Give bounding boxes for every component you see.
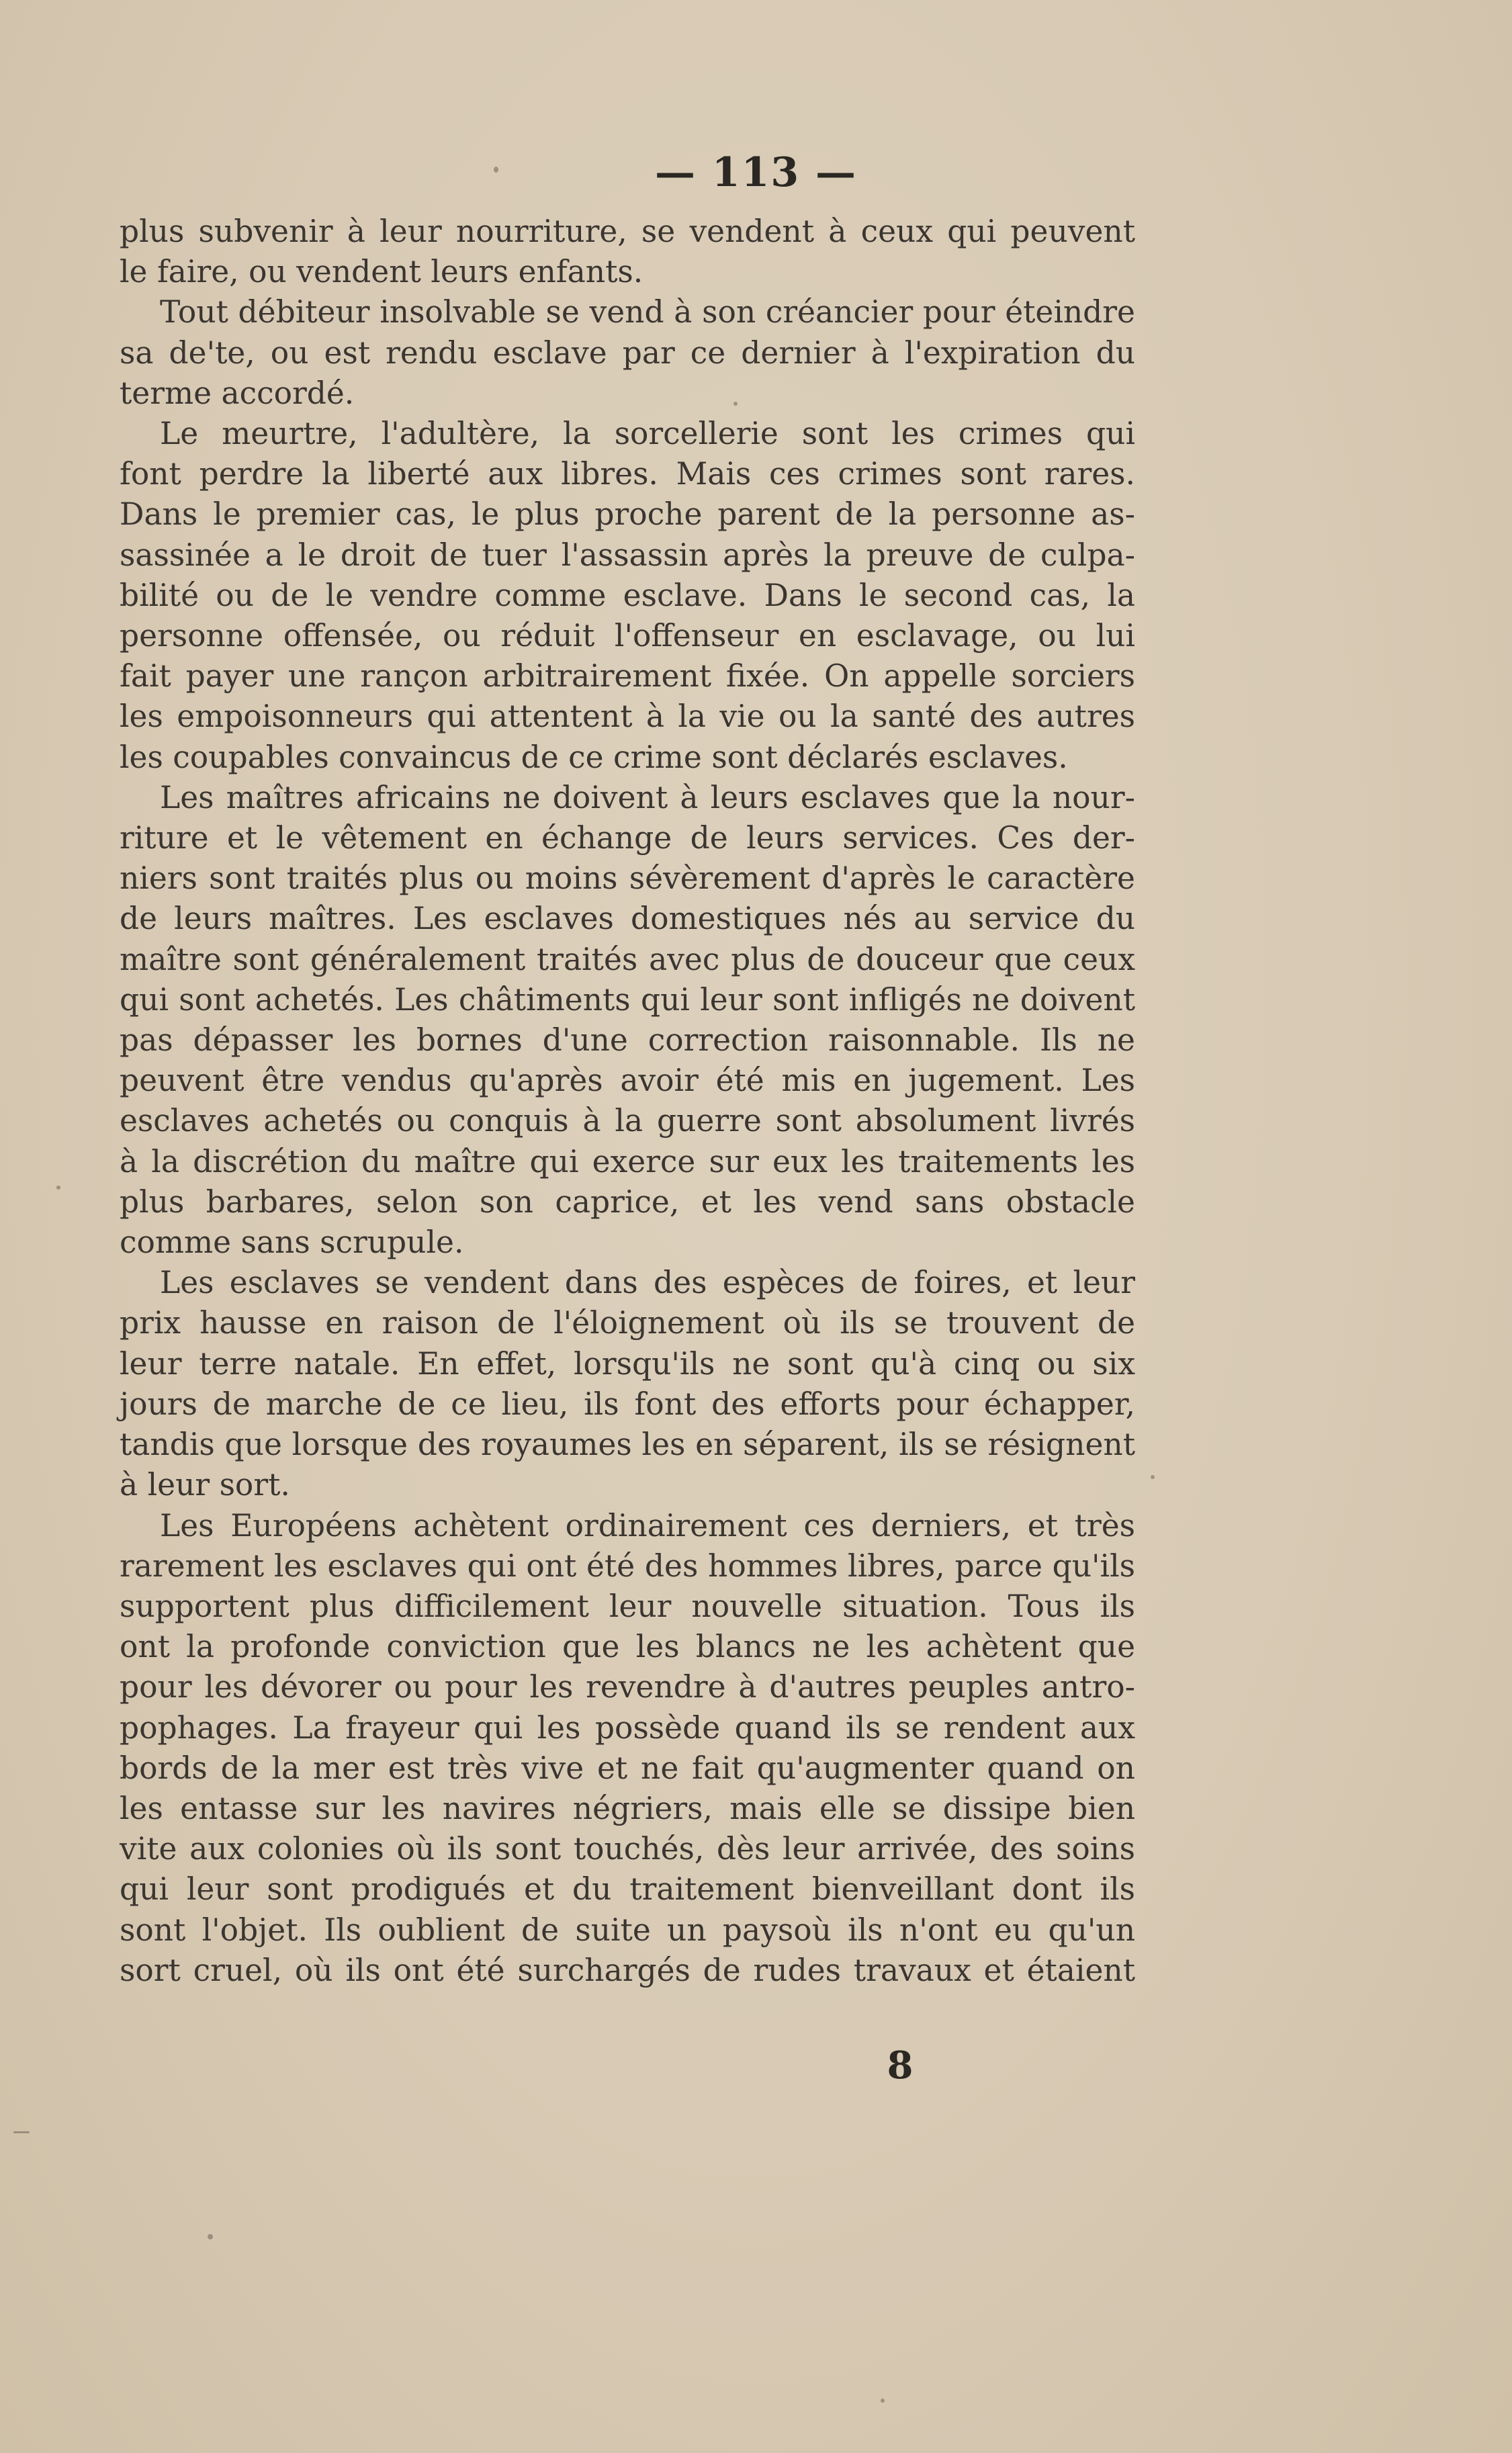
text-line: leur terre natale. En effet, lorsqu'ils ne sont qu'à cinq ou six	[120, 1345, 1135, 1382]
paragraph	[120, 212, 1135, 292]
text-line: jours de marche de ce lieu, ils font des efforts pour échapper,	[120, 1386, 1135, 1422]
text-line: sort cruel, où ils ont été surchargés de rudes travaux et étaient	[120, 1952, 1135, 1988]
text-line: pour les dévorer ou pour les revendre à d'autres peuples antro-	[120, 1669, 1135, 1705]
text-line: plus subvenir à leur nourriture, se vendent à ceux qui peuvent	[120, 214, 1135, 249]
text-line: fait payer une rançon arbitrairement fixée. On appelle sorciers	[120, 658, 1135, 695]
text-line: esclaves achetés ou conquis à la guerre sont absolument livrés	[120, 1103, 1135, 1139]
paragraph	[120, 778, 1135, 1263]
text-line: Les maîtres africains ne doivent à leurs esclaves que la nour-	[160, 779, 1135, 815]
text-line: les coupables convaincus de ce crime sont déclarés esclaves.	[120, 739, 1068, 775]
text-line: tandis que lorsque des royaumes les en séparent, ils se résignent	[120, 1427, 1135, 1463]
text-line: les empoisonneurs qui attentent à la vie ou la santé des autres	[120, 699, 1135, 735]
paper-speck	[1151, 1475, 1155, 1479]
text-line: maître sont généralement traités avec plus de douceur que ceux	[120, 941, 1135, 977]
paper-speck	[13, 2131, 30, 2133]
text-line: à la discrétion du maître qui exerce sur eux les traitements les	[120, 1143, 1135, 1179]
text-line: personne offensée, ou réduit l'offenseur en esclavage, ou lui	[120, 618, 1135, 654]
paragraph	[120, 1263, 1135, 1505]
text-line: Les esclaves se vendent dans des espèces de foires, et leur	[160, 1265, 1135, 1301]
text-line: niers sont traités plus ou moins sévèrement d'après le caractère	[120, 860, 1135, 897]
text-line: pas dépasser les bornes d'une correction raisonnable. Ils ne	[120, 1022, 1135, 1059]
text-line: bilité ou de le vendre comme esclave. Dans le second cas, la	[120, 577, 1135, 613]
text-line: supportent plus difficilement leur nouvelle situation. Tous ils	[120, 1588, 1135, 1624]
paper-speck	[208, 2234, 213, 2239]
text-line: sa de'te, ou est rendu esclave par ce dernier à l'expiration du	[120, 334, 1135, 371]
paper-speck	[494, 167, 498, 173]
paper-speck	[733, 402, 738, 406]
text-line: les entasse sur les navires négriers, mais elle se dissipe bien	[120, 1790, 1135, 1826]
text-line: bords de la mer est très vive et ne fait qu'augmenter quand on	[120, 1750, 1135, 1786]
text-line: Les Européens achètent ordinairement ces derniers, et très	[160, 1507, 1135, 1544]
text-line: sont l'objet. Ils oublient de suite un paysoù ils n'ont eu qu'un	[120, 1912, 1135, 1948]
text-line: vite aux colonies où ils sont touchés, dès leur arrivée, des soins	[120, 1831, 1135, 1867]
text-line: Dans le premier cas, le plus proche parent de la personne as-	[120, 496, 1135, 533]
text-line: comme sans scrupule.	[120, 1224, 464, 1261]
text-line: rarement les esclaves qui ont été des hommes libres, parce qu'ils	[120, 1548, 1135, 1584]
text-line: prix hausse en raison de l'éloignement où ils se trouvent de	[120, 1305, 1135, 1341]
text-line: à leur sort.	[120, 1467, 290, 1503]
paper-speck	[56, 1186, 60, 1190]
text-line: plus barbares, selon son caprice, et les vend sans obstacle	[120, 1184, 1135, 1220]
paragraph	[120, 414, 1135, 778]
paragraph	[120, 292, 1135, 414]
text-line: riture et le vêtement en échange de leurs services. Ces der-	[120, 820, 1135, 856]
paragraph	[120, 1506, 1135, 1991]
text-line: pophages. La frayeur qui les possède quand ils se rendent aux	[120, 1709, 1135, 1746]
signature-mark: 8	[887, 2043, 914, 2088]
body-text	[120, 212, 1135, 1991]
text-line: qui leur sont prodigués et du traitement bienveillant dont ils	[120, 1871, 1135, 1908]
text-line: sassinée a le droit de tuer l'assassin après la preuve de culpa-	[120, 537, 1135, 573]
text-line: de leurs maîtres. Les esclaves domestiques nés au service du	[120, 901, 1135, 937]
text-line: peuvent être vendus qu'après avoir été mis en jugement. Les	[120, 1063, 1135, 1099]
text-line: qui sont achetés. Les châtiments qui leur sont infligés ne doivent	[120, 981, 1135, 1018]
text-line: le faire, ou vendent leurs enfants.	[120, 254, 643, 290]
text-line: terme accordé.	[120, 375, 355, 411]
page-number-header: — 113 —	[654, 149, 858, 196]
paper-speck	[881, 2399, 885, 2403]
text-line: Le meurtre, l'adultère, la sorcellerie sont les crimes qui	[160, 416, 1135, 452]
text-line: Tout débiteur insolvable se vend à son créancier pour éteindre	[160, 294, 1135, 330]
text-line: font perdre la liberté aux libres. Mais ces crimes sont rares.	[120, 456, 1135, 492]
text-line: ont la profonde conviction que les blancs ne les achètent que	[120, 1629, 1135, 1665]
